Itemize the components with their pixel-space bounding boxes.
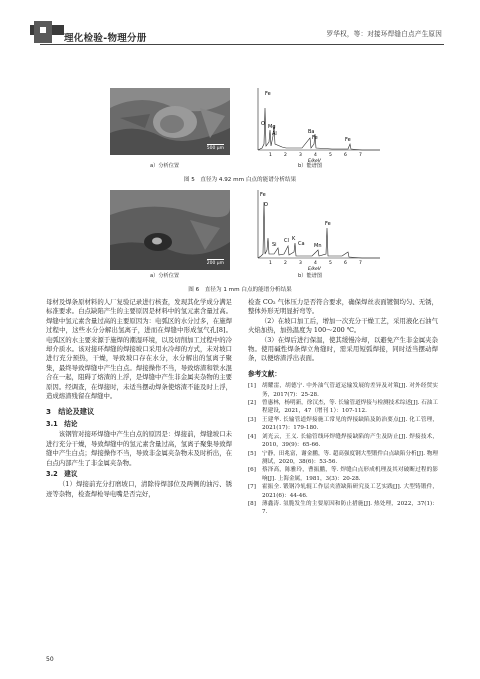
spec6-peak-k: K	[292, 236, 296, 242]
figure-5-sub-b: b）能谱图	[298, 163, 323, 169]
figure-6-caption: 图 6 直径为 1 mm 白点的能谱分析结果	[188, 287, 292, 293]
reference-item: [7] 霍振全. 锻钢冷轧辊工作层夹渣缺陷研究及工艺实践[J]. 大型铸锻件，2021(6)：44-46.	[248, 484, 438, 499]
spec6-tick-3: 3	[299, 261, 302, 266]
spec5-tick-2: 2	[284, 153, 287, 158]
spec5-tick-3: 3	[299, 153, 302, 158]
spec5-peak-fe-top: Fe	[265, 91, 271, 97]
spec5-peak-ba: Ba	[308, 129, 315, 135]
spec5-tick-5: 5	[329, 153, 332, 158]
section-3-2-heading: 3.2 建议	[46, 469, 78, 478]
right-paragraph-1: 检查 CO₂ 气体压力是否符合要求，确保焊丝表面镀铜均匀、无锈，整体外形无明显折弯等。	[248, 298, 438, 316]
spec5-tick-1: 1	[269, 153, 272, 158]
references-heading: 参考文献：	[248, 369, 281, 378]
figure-5-sub-a: a）分析位置	[150, 163, 180, 169]
figure-6-scale-bar: 200 μm	[206, 261, 224, 266]
right-column	[248, 298, 438, 517]
spec6-axis-label: E/keV	[308, 267, 321, 272]
reference-item: [6] 蔡泽高，陈雅玲，曹振鹏，等. 焊缝白点形成机理及其对破断过程的影响[J]. 上海金属，1981，3(3)：20-28.	[248, 467, 438, 482]
spec6-peak-fe-top: Fe	[260, 192, 266, 198]
spec5-peak-mg: Mg	[268, 124, 276, 130]
page-number: 50	[46, 656, 54, 663]
figure-5-scale-bar: 500 μm	[206, 146, 224, 151]
spec6-tick-4: 4	[314, 261, 317, 266]
spec5-peak-o: O	[261, 121, 265, 127]
spec6-tick-5: 5	[329, 261, 332, 266]
spec6-tick-1: 1	[269, 261, 272, 266]
running-head: 罗华权，等：对接环焊缝白点产生原因	[326, 30, 442, 38]
spec5-tick-6: 6	[344, 153, 347, 158]
figure-6-sub-a: a）分析位置	[150, 273, 180, 279]
spec6-peak-o: O	[264, 202, 268, 208]
spec6-tick-7: 7	[359, 261, 362, 266]
figure-6-spectrum	[252, 188, 382, 272]
figure-5-caption: 图 5 直径为 4.92 mm 白点的能谱分析结果	[183, 177, 297, 183]
spec5-tick-7: 7	[359, 153, 362, 158]
journal-name: 理化检验-物理分册	[64, 33, 147, 44]
spec6-peak-fe-right: Fe	[325, 221, 331, 227]
reference-item: [5] 宁静，田兆富，谢金鹏，等. 超高强度钢大型锻件白点缺陷分析[J]. 物理测试，2020，38(6)：53-56.	[248, 450, 438, 465]
figure-6-sub-b: b）能谱图	[298, 273, 323, 279]
reference-item: [2] 曾惠林，杨明新，徐汉杰，等. 长输管道焊接与检测技术综述[J]. 石油工程建设，2021，47（增刊 1）：107-112.	[248, 400, 438, 415]
left-paragraph-3: （1）焊接前充分打磨坡口，清除待焊部位及两侧的油污、锈迹等杂物，检查焊枪导电嘴是否完好，	[46, 480, 232, 498]
left-column	[46, 298, 232, 499]
spec6-tick-2: 2	[284, 261, 287, 266]
right-paragraph-2: （2）在坡口加工后，增加一次充分干燥工艺，采用液化石油气火焰加热，加热温度为 100～200 ℃。	[248, 316, 438, 335]
reference-list	[248, 382, 438, 517]
spec6-peak-cl: Cl	[284, 238, 289, 244]
spec6-peak-mn: Mn	[314, 243, 322, 249]
spec6-peak-si: Si	[272, 242, 277, 248]
reference-item: [3] 王建华. 长输管道焊接施工常见的焊接缺陷及防治要点[J]. 化工管理，2021(17)：179-180.	[248, 416, 438, 432]
spec5-peak-fe-right: Fe	[345, 137, 351, 143]
spec5-peak-fe-mid: Fe	[312, 135, 318, 141]
spec6-peak-ca: Ca	[298, 241, 305, 247]
left-paragraph-2: 该钢管对接环焊缝中产生白点的原因是：焊接前，焊缝坡口未进行充分干燥，导致焊缝中的氢元素含量过高，氢离子聚集导致焊缝中产生白点；焊接操作不当，导致非金属夹杂物未及时析出，在白点内部产生了非金属夹杂物。	[46, 430, 232, 467]
section-3-1-heading: 3.1 结论	[46, 419, 78, 428]
spec6-tick-6: 6	[344, 261, 347, 266]
spec5-tick-4: 4	[314, 153, 317, 158]
reference-item: [1] 胡耀雷，胡德宁. 中外油气管道运输发展的差异及对策[J]. 对外经贸实务，2017(7)：25-28.	[248, 383, 438, 398]
right-paragraph-3: （3）在焊后进行保温，使其缓慢冷却，以避免产生非金属夹杂物。使用碱性焊条焊立角缝时，需采用短弧焊接，同时适当摆动焊条，以便熔渣浮出表面。	[248, 335, 438, 363]
spec5-axis-label: E/keV	[308, 159, 321, 164]
figure-6-sem-image	[110, 190, 230, 270]
reference-item: [4] 刘光云，王义. 长输管线环焊缝焊接缺陷的产生及防止[J]. 焊接技术，2010，39(9)：65-66.	[248, 433, 438, 449]
spec5-peak-al: Al	[272, 131, 277, 137]
left-paragraph-1: 母材及焊条原材料的人厂复验记录进行核查，发现其化学成分满足标准要求。白点缺陷产生的主要原因是材料中的氢元素含量过高。焊缝中氢元素含量过高的主要原因为：电弧区的水分过多，在施焊过程中，这些水分分解出氢离子，进而在焊缝中形成氢气孔[8]。电弧区的水主要来源于施焊的潮湿环境，以及切削加工过程中的冷却介质水。该对接环焊缝的焊接坡口采用水冷却的方式，未对坡口进行充分预热，干燥，导致坡口存在水分，水分解出的氢离子聚集，最终导致焊缝中产生白点。焊接操作不当，导致熔渣和铁水混合在一起，阻碍了熔渣的上浮，是焊缝中产生非金属夹杂物的主要原因。经调查，在焊接时，未适当摆动焊条使熔渣不能及时上浮，造成熔渣残留在焊缝中。	[46, 298, 232, 401]
figure-6	[0, 0, 480, 300]
reference-item: [8] 薄鑫涛. 氢脆发生的主要原因和防止措施[J]. 热处理，2022，37(1)：7.	[248, 500, 438, 516]
section-3-heading: 3 结论及建议	[46, 407, 95, 417]
